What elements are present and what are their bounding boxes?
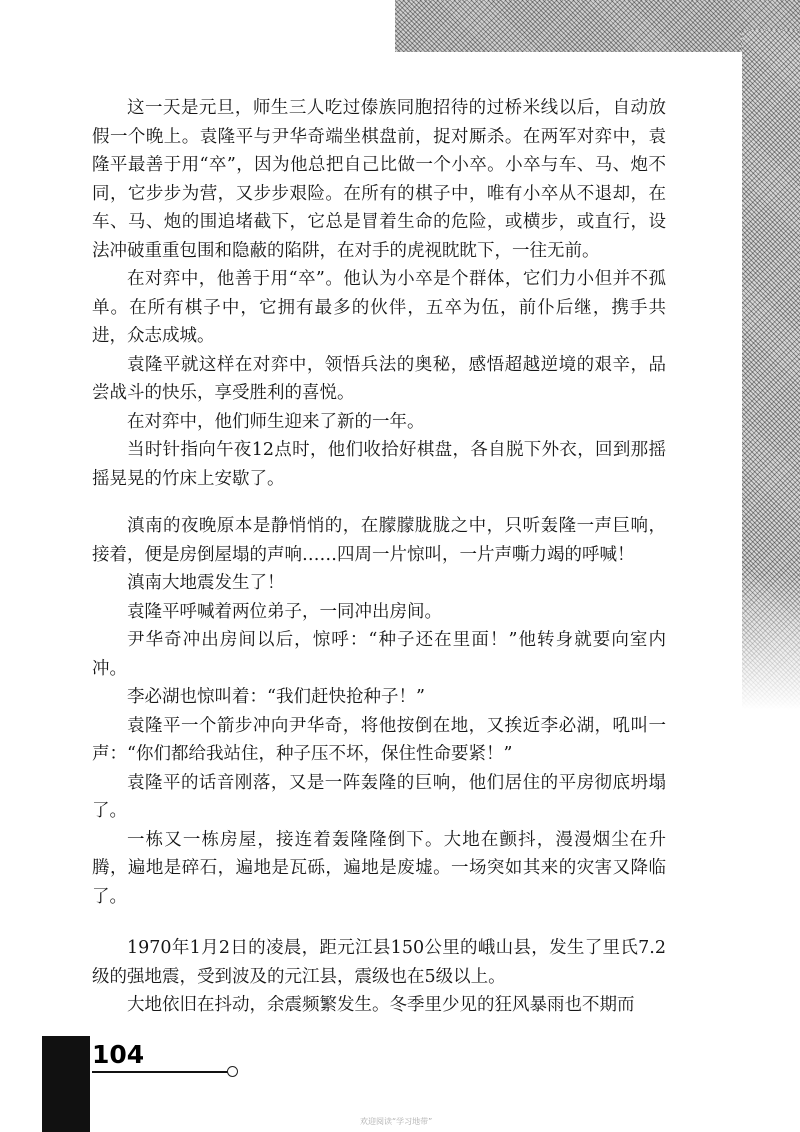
paragraph: 在对弈中，他善于用“卒”。他认为小卒是个群体，它们力小但并不孤单。在所有棋子中，它拥有最多的伙伴，五卒为伍，前仆后继，携手共进，众志成城。	[92, 269, 666, 346]
paragraph: 大地依旧在抖动，余震频繁发生。冬季里少见的狂风暴雨也不期而	[127, 995, 635, 1015]
paragraph: 袁隆平就这样在对弈中，领悟兵法的奥秘，感悟超越逆境的艰辛，品尝战斗的快乐，享受胜利的喜悦。	[92, 354, 666, 403]
paragraph: 1970年1月2日的凌晨，距元江县150公里的峨山县，发生了里氏7.2级的强地震，受到波及的元江县，震级也在5级以上。	[92, 938, 666, 987]
paragraph: 尹华奇冲出房间以后，惊呼：“种子还在里面！”他转身就要向室内冲。	[92, 630, 666, 679]
paragraph: 袁隆平一个箭步冲向尹华奇，将他按倒在地，又挨近李必湖，吼叫一声：“你们都给我站住，种子压不坏，保住性命要紧！”	[92, 715, 666, 764]
paragraph: 在对弈中，他们师生迎来了新的一年。	[127, 411, 425, 432]
paragraph: 这一天是元旦，师生三人吃过傣族同胞招待的过桥米线以后，自动放假一个晚上。袁隆平与尹华奇端坐棋盘前，捉对厮杀。在两军对弈中，袁隆平最善于用“卒”，因为他总把自己比做一个小卒。小卒与车、马、炮不同，它步步为营，又步步艰险。在所有的棋子中，唯有小卒从不退却，在车、马、炮的围追堵截下，它总是冒着生命的危险，或横步，或直行，设法冲破重重包围和隐蔽的陷阱，在对手的虎视眈眈下，一往无前。	[92, 98, 666, 261]
footer-watermark: 欢迎阅读“学习地带”	[360, 1117, 433, 1126]
paragraph: 李必湖也惊叫着：“我们赶快抢种子！”	[127, 687, 425, 707]
paragraph: 一栋又一栋房屋，接连着轰隆隆倒下。大地在颤抖，漫漫烟尘在升腾，遍地是碎石，遍地是瓦砾，遍地是废墟。一场突如其来的灾害又降临了。	[92, 829, 666, 907]
paragraph: 当时针指向午夜12点时，他们收拾好棋盘，各自脱下外衣，回到那摇摇晃晃的竹床上安歇了。	[92, 440, 666, 489]
folio-rule	[92, 1071, 228, 1073]
scan-edge-right	[742, 30, 800, 710]
paragraph: 滇南大地震发生了！	[127, 573, 285, 593]
paragraph: 滇南的夜晚原本是静悄悄的，在朦朦胧胧之中，只听轰隆一声巨响，接着，便是房倒屋塌的声响……四周一片惊叫，一片声嘶力竭的呼喊！	[92, 516, 666, 565]
page-number: 104	[92, 1040, 145, 1069]
paragraph: 袁隆平呼喊着两位弟子，一同冲出房间。	[127, 601, 442, 622]
folio-circle-icon	[227, 1066, 238, 1077]
paragraph: 袁隆平的话音刚落，又是一阵轰隆的巨响，他们居住的平房彻底坍塌了。	[92, 772, 666, 821]
scan-edge-top	[395, 0, 800, 52]
text-section-new-year	[92, 94, 666, 493]
folio-bar	[42, 1036, 90, 1132]
text-section-aftermath	[92, 934, 666, 1020]
text-section-earthquake	[92, 512, 666, 911]
